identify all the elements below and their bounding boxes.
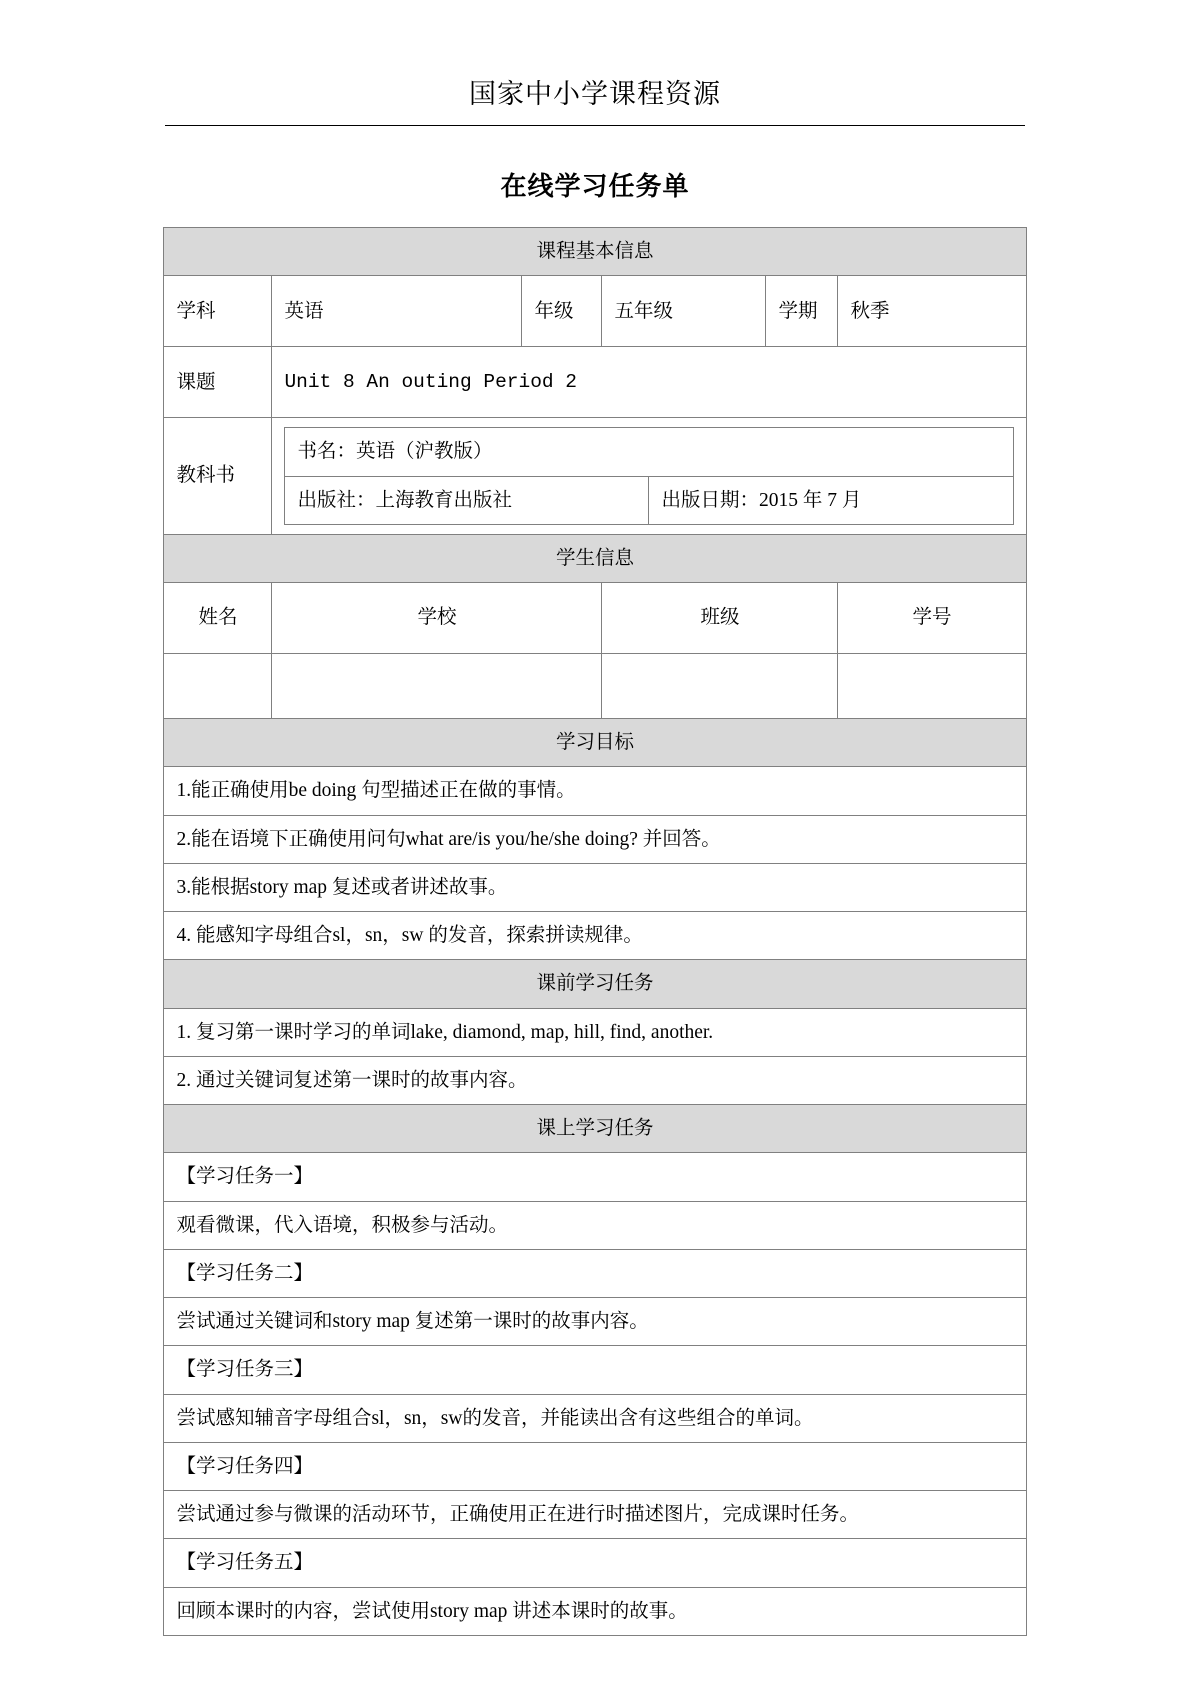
- table-row: [164, 1008, 1026, 1056]
- student-col-id: 学号: [838, 583, 1026, 654]
- topic-label: 课题: [164, 347, 272, 418]
- term-value: 秋季: [838, 276, 1026, 347]
- subject-label: 学科: [164, 276, 272, 347]
- task-label-4: 【学习任务四】: [164, 1442, 1026, 1490]
- task-label-3: 【学习任务三】: [164, 1346, 1026, 1394]
- table-row: [164, 228, 1026, 276]
- grade-label: 年级: [522, 276, 602, 347]
- task-label-2: 【学习任务二】: [164, 1249, 1026, 1297]
- grade-value: 五年级: [602, 276, 766, 347]
- student-col-name: 姓名: [164, 583, 272, 654]
- objective-item-2: 2.能在语境下正确使用问句what are/is you/he/she doing? 并回答。: [164, 815, 1026, 863]
- table-row: [164, 654, 1026, 719]
- band-in-class: 课上学习任务: [164, 1105, 1026, 1153]
- table-row: [164, 583, 1026, 654]
- book-name: 书名：英语（沪教版）: [285, 428, 1013, 476]
- task-text-1: 观看微课，代入语境，积极参与活动。: [164, 1201, 1026, 1249]
- task-text-5: 回顾本课时的内容，尝试使用story map 讲述本课时的故事。: [164, 1587, 1026, 1635]
- task-label-5: 【学习任务五】: [164, 1539, 1026, 1587]
- table-row: [164, 1153, 1026, 1201]
- publish-date: 出版日期：2015 年 7 月: [649, 476, 1013, 524]
- table-row: [164, 1491, 1026, 1539]
- student-field-name[interactable]: [164, 654, 272, 719]
- subject-value: 英语: [272, 276, 522, 347]
- pre-class-item-2: 2. 通过关键词复述第一课时的故事内容。: [164, 1056, 1026, 1104]
- table-row: [164, 1587, 1026, 1635]
- table-row: [164, 863, 1026, 911]
- table-row: [164, 1346, 1026, 1394]
- objective-item-1: 1.能正确使用be doing 句型描述正在做的事情。: [164, 767, 1026, 815]
- table-row: [164, 719, 1026, 767]
- table-row: [164, 912, 1026, 960]
- pre-class-item-1: 1. 复习第一课时学习的单词lake, diamond, map, hill, find, another.: [164, 1008, 1026, 1056]
- table-row: [164, 1298, 1026, 1346]
- topic-value: Unit 8 An outing Period 2: [272, 347, 1026, 418]
- objective-item-3: 3.能根据story map 复述或者讲述故事。: [164, 863, 1026, 911]
- term-label: 学期: [766, 276, 838, 347]
- table-row: [164, 1539, 1026, 1587]
- task-text-2: 尝试通过关键词和story map 复述第一课时的故事内容。: [164, 1298, 1026, 1346]
- task-text-4: 尝试通过参与微课的活动环节，正确使用正在进行时描述图片，完成课时任务。: [164, 1491, 1026, 1539]
- textbook-value-cell: [272, 418, 1026, 535]
- table-row: [164, 960, 1026, 1008]
- task-text-3: 尝试感知辅音字母组合sl，sn，sw的发音，并能读出含有这些组合的单词。: [164, 1394, 1026, 1442]
- page-title: 在线学习任务单: [500, 172, 690, 201]
- table-row: [164, 1201, 1026, 1249]
- learning-task-sheet: [163, 227, 1026, 1636]
- student-field-id[interactable]: [838, 654, 1026, 719]
- band-course-info: 课程基本信息: [164, 228, 1026, 276]
- table-row: [164, 1105, 1026, 1153]
- table-row: [164, 347, 1026, 418]
- student-col-class: 班级: [602, 583, 838, 654]
- student-field-class[interactable]: [602, 654, 838, 719]
- textbook-label: 教科书: [164, 418, 272, 535]
- table-row: [164, 1442, 1026, 1490]
- table-row: [164, 1056, 1026, 1104]
- band-student-info: 学生信息: [164, 534, 1026, 582]
- table-row: [164, 276, 1026, 347]
- table-row: [164, 1394, 1026, 1442]
- band-pre-class: 课前学习任务: [164, 960, 1026, 1008]
- table-row: [164, 418, 1026, 535]
- table-row: [164, 767, 1026, 815]
- objective-item-4: 4. 能感知字母组合sl，sn，sw 的发音，探索拼读规律。: [164, 912, 1026, 960]
- table-row: [164, 534, 1026, 582]
- task-label-1: 【学习任务一】: [164, 1153, 1026, 1201]
- textbook-inner-table: [284, 427, 1013, 525]
- student-col-school: 学校: [272, 583, 602, 654]
- table-row: [164, 1249, 1026, 1297]
- publisher: 出版社：上海教育出版社: [285, 476, 649, 524]
- header-divider: [165, 125, 1025, 126]
- site-title: 国家中小学课程资源: [469, 79, 721, 109]
- table-row: [164, 815, 1026, 863]
- band-objectives: 学习目标: [164, 719, 1026, 767]
- student-field-school[interactable]: [272, 654, 602, 719]
